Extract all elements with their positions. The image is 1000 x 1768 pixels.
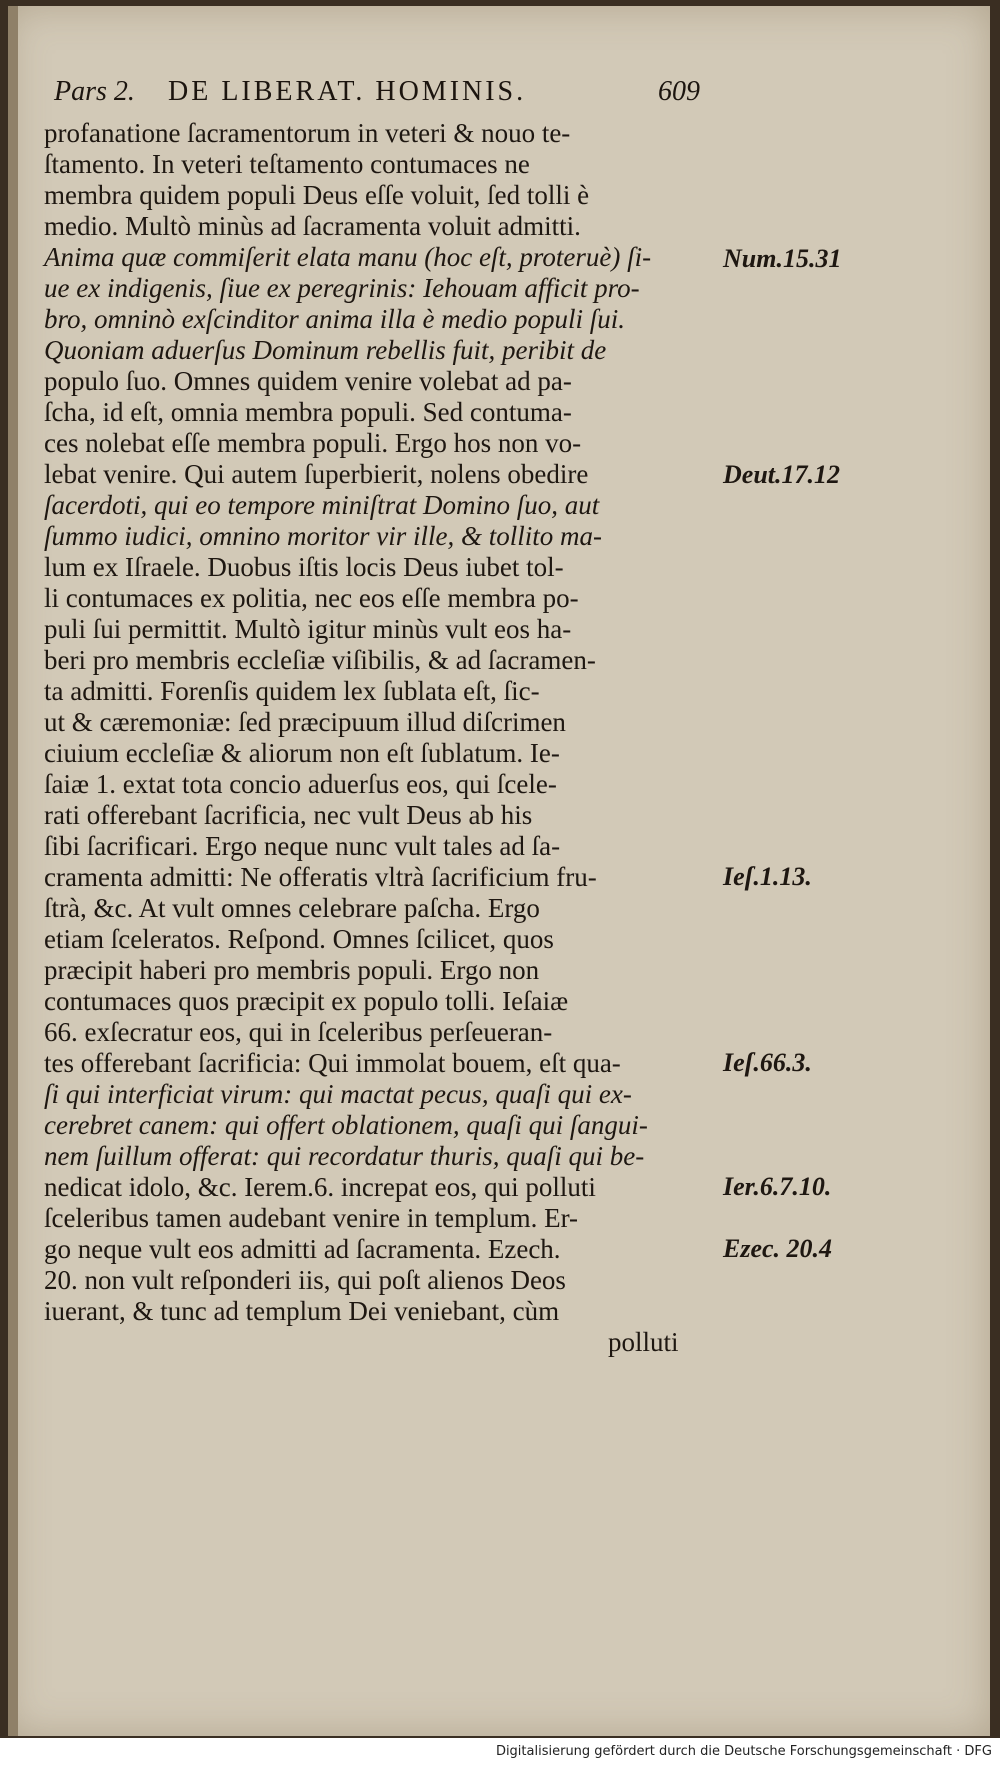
text-line: li contumaces ex politia, nec eos eſſe membra po- <box>44 583 579 613</box>
text-line: cramenta admitti: Ne offeratis vltrà ſacrificium fru- <box>44 862 597 892</box>
text-line: 20. non vult reſponderi iis, qui poſt alienos Deos <box>44 1265 566 1295</box>
margin-note: Deut.17.12 <box>723 460 840 489</box>
text-line: rati offerebant ſacrificia, nec vult Deus ab his <box>44 800 533 830</box>
text-line: iuerant, & tunc ad templum Dei veniebant, cùm <box>44 1296 560 1326</box>
book-page <box>8 6 990 1736</box>
text-line: ſibi ſacrificari. Ergo neque nunc vult tales ad ſa- <box>44 831 561 861</box>
text-line: ciuium eccleſiæ & aliorum non eſt ſublatum. Ie- <box>44 738 560 768</box>
text-line: lum ex Iſraele. Duobus iſtis locis Deus iubet tol- <box>44 552 564 582</box>
text-line: ſacerdoti, qui eo tempore miniſtrat Domino ſuo, aut <box>44 490 600 520</box>
text-line: etiam ſceleratos. Reſpond. Omnes ſcilicet, quos <box>44 924 554 954</box>
text-line: ſaiæ 1. extat tota concio aduerſus eos, qui ſcele- <box>44 769 557 799</box>
catchword: polluti <box>608 1327 679 1357</box>
text-line: ſtamento. In veteri teſtamento contumaces ne <box>44 149 530 179</box>
text-line: medio. Multò minùs ad ſacramenta voluit admitti. <box>44 211 581 241</box>
funding-credit: Digitalisierung gefördert durch die Deutsche Forschungsgemeinschaft · DFG <box>495 1744 992 1759</box>
text-line: præcipit haberi pro membris populi. Ergo non <box>44 955 540 985</box>
header-title: DE LIBERAT. HOMINIS. <box>168 76 527 107</box>
text-line: ut & cæremoniæ: ſed præcipuum illud diſcrimen <box>44 707 566 737</box>
running-header <box>48 76 748 116</box>
margin-note: Ezec. 20.4 <box>723 1234 833 1263</box>
text-line: ta admitti. Forenſis quidem lex ſublata eſt, ſic- <box>44 676 540 706</box>
text-line: ſtrà, &c. At vult omnes celebrare paſcha. Ergo <box>44 893 540 923</box>
margin-note: Ieſ.66.3. <box>723 1048 812 1077</box>
text-line: go neque vult eos admitti ad ſacramenta. Ezech. <box>44 1234 561 1264</box>
text-line: membra quidem populi Deus eſſe voluit, ſed tolli è <box>44 180 590 210</box>
text-line: nedicat idolo, &c. Ierem.6. increpat eos, qui polluti <box>44 1172 596 1202</box>
text-line: ſceleribus tamen audebant venire in templum. Er- <box>44 1203 579 1233</box>
text-line: ſcha, id eſt, omnia membra populi. Sed contuma- <box>44 397 572 427</box>
page-left-edge <box>8 6 18 1736</box>
text-line: cerebret canem: qui offert oblationem, quaſi qui ſangui- <box>44 1110 648 1140</box>
text-line: nem ſuillum offerat: qui recordatur thuris, quaſi qui be- <box>44 1141 645 1171</box>
margin-note: Ieſ.1.13. <box>723 862 812 891</box>
text-line: populo ſuo. Omnes quidem venire volebat ad pa- <box>44 366 572 396</box>
page-number: 609 <box>658 76 700 107</box>
text-line: beri pro membris eccleſiæ viſibilis, & ad ſacramen- <box>44 645 596 675</box>
footer-bar <box>0 1738 1000 1768</box>
text-line: tes offerebant ſacrificia: Qui immolat bouem, eſt qua- <box>44 1048 621 1078</box>
margin-note: Ier.6.7.10. <box>723 1172 832 1201</box>
text-line: Quoniam aduerſus Dominum rebellis fuit, peribit de <box>44 335 607 365</box>
margin-note: Num.15.31 <box>723 244 842 273</box>
text-line: ſummo iudici, omnino moritor vir ille, & tollito ma- <box>44 521 602 551</box>
text-line: puli ſui permittit. Multò igitur minùs vult eos ha- <box>44 614 572 644</box>
text-line: profanatione ſacramentorum in veteri & nouo te- <box>44 118 571 148</box>
text-line: 66. exſecratur eos, qui in ſceleribus perſeueran- <box>44 1017 553 1047</box>
text-line: ſi qui interficiat virum: qui mactat pecus, quaſi qui ex- <box>44 1079 632 1109</box>
text-line: contumaces quos præcipit ex populo tolli. Ieſaiæ <box>44 986 569 1016</box>
text-line: bro, omninò exſcinditor anima illa è medio populi ſui. <box>44 304 625 334</box>
text-line: Anima quæ commiſerit elata manu (hoc eſt, proteruè) ſi- <box>44 242 652 272</box>
text-line: ue ex indigenis, ſiue ex peregrinis: Iehouam afficit pro- <box>44 273 640 303</box>
text-line: lebat venire. Qui autem ſuperbierit, nolens obedire <box>44 459 589 489</box>
header-part: Pars 2. <box>54 76 135 107</box>
text-line: ces nolebat eſſe membra populi. Ergo hos non vo- <box>44 428 582 458</box>
